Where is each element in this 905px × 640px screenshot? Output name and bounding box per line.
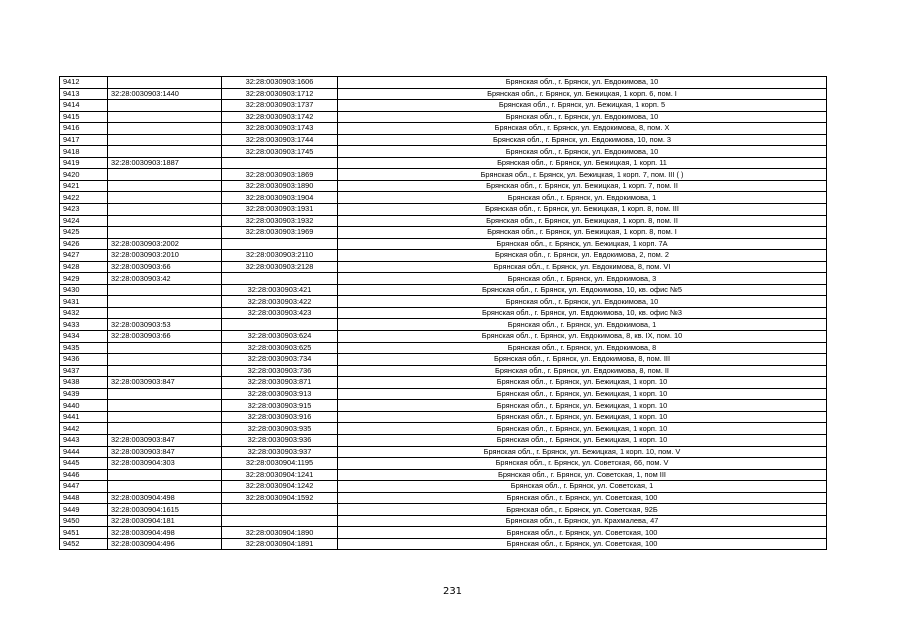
address-cell: Брянская обл., г. Брянск, ул. Советская, 100 bbox=[338, 527, 827, 539]
table-row bbox=[60, 215, 827, 227]
table-row bbox=[60, 250, 827, 262]
parcel-number-cell: 32:28:0030903:53 bbox=[108, 319, 222, 331]
parcel-number-cell bbox=[108, 342, 222, 354]
object-number-cell: 32:28:0030904:1592 bbox=[222, 492, 338, 504]
address-cell: Брянская обл., г. Брянск, ул. Евдокимова, 8, пом. III bbox=[338, 354, 827, 366]
address-cell: Брянская обл., г. Брянск, ул. Евдокимова, 10 bbox=[338, 146, 827, 158]
table-row bbox=[60, 388, 827, 400]
parcel-number-cell: 32:28:0030903:1440 bbox=[108, 88, 222, 100]
row-number-cell: 9441 bbox=[60, 411, 108, 423]
address-cell: Брянская обл., г. Брянск, ул. Советская, 92Б bbox=[338, 504, 827, 516]
table-row bbox=[60, 134, 827, 146]
address-cell: Брянская обл., г. Брянск, ул. Советская, 1 bbox=[338, 481, 827, 493]
parcel-number-cell bbox=[108, 180, 222, 192]
row-number-cell: 9421 bbox=[60, 180, 108, 192]
object-number-cell: 32:28:0030903:1712 bbox=[222, 88, 338, 100]
parcel-number-cell bbox=[108, 388, 222, 400]
parcel-number-cell bbox=[108, 227, 222, 239]
table-row bbox=[60, 423, 827, 435]
row-number-cell: 9423 bbox=[60, 204, 108, 216]
address-cell: Брянская обл., г. Брянск, ул. Бежицкая, 1 корп. 10 bbox=[338, 423, 827, 435]
object-number-cell: 32:28:0030903:935 bbox=[222, 423, 338, 435]
object-number-cell: 32:28:0030903:2128 bbox=[222, 261, 338, 273]
row-number-cell: 9429 bbox=[60, 273, 108, 285]
table-row bbox=[60, 434, 827, 446]
table-row bbox=[60, 515, 827, 527]
parcel-number-cell: 32:28:0030904:181 bbox=[108, 515, 222, 527]
address-cell: Брянская обл., г. Брянск, ул. Бежицкая, 1 корп. 8, пом. II bbox=[338, 215, 827, 227]
row-number-cell: 9413 bbox=[60, 88, 108, 100]
row-number-cell: 9450 bbox=[60, 515, 108, 527]
object-number-cell: 32:28:0030903:2110 bbox=[222, 250, 338, 262]
row-number-cell: 9451 bbox=[60, 527, 108, 539]
parcel-number-cell: 32:28:0030904:498 bbox=[108, 527, 222, 539]
parcel-number-cell bbox=[108, 284, 222, 296]
table-row bbox=[60, 77, 827, 89]
parcel-number-cell bbox=[108, 192, 222, 204]
row-number-cell: 9427 bbox=[60, 250, 108, 262]
parcel-number-cell bbox=[108, 146, 222, 158]
object-number-cell: 32:28:0030903:1890 bbox=[222, 180, 338, 192]
address-cell: Брянская обл., г. Брянск, ул. Евдокимова, 8, кв. IX, пом. 10 bbox=[338, 331, 827, 343]
row-number-cell: 9430 bbox=[60, 284, 108, 296]
address-cell: Брянская обл., г. Брянск, ул. Евдокимова, 3 bbox=[338, 273, 827, 285]
object-number-cell: 32:28:0030903:624 bbox=[222, 331, 338, 343]
address-cell: Брянская обл., г. Брянск, ул. Бежицкая, 1 корп. 10 bbox=[338, 434, 827, 446]
row-number-cell: 9412 bbox=[60, 77, 108, 89]
parcel-number-cell bbox=[108, 307, 222, 319]
address-cell: Брянская обл., г. Брянск, ул. Советская, 1, пом III bbox=[338, 469, 827, 481]
row-number-cell: 9437 bbox=[60, 365, 108, 377]
object-number-cell bbox=[222, 273, 338, 285]
address-cell: Брянская обл., г. Брянск, ул. Советская, 66, пом. V bbox=[338, 458, 827, 470]
object-number-cell: 32:28:0030903:1737 bbox=[222, 100, 338, 112]
object-number-cell: 32:28:0030903:423 bbox=[222, 307, 338, 319]
address-cell: Брянская обл., г. Брянск, ул. Евдокимова, 10 bbox=[338, 111, 827, 123]
row-number-cell: 9445 bbox=[60, 458, 108, 470]
table-row bbox=[60, 88, 827, 100]
parcel-number-cell bbox=[108, 204, 222, 216]
address-cell: Брянская обл., г. Брянск, ул. Евдокимова, 10 bbox=[338, 77, 827, 89]
row-number-cell: 9420 bbox=[60, 169, 108, 181]
table-row bbox=[60, 307, 827, 319]
table-row bbox=[60, 204, 827, 216]
parcel-number-cell: 32:28:0030903:2010 bbox=[108, 250, 222, 262]
table-row bbox=[60, 169, 827, 181]
table-row bbox=[60, 342, 827, 354]
row-number-cell: 9425 bbox=[60, 227, 108, 239]
row-number-cell: 9428 bbox=[60, 261, 108, 273]
address-cell: Брянская обл., г. Брянск, ул. Бежицкая, 1 корп. 10, пом. V bbox=[338, 446, 827, 458]
row-number-cell: 9417 bbox=[60, 134, 108, 146]
row-number-cell: 9426 bbox=[60, 238, 108, 250]
address-cell: Брянская обл., г. Брянск, ул. Бежицкая, 1 корп. 8, пом. I bbox=[338, 227, 827, 239]
address-cell: Брянская обл., г. Брянск, ул. Евдокимова, 10, пом. 3 bbox=[338, 134, 827, 146]
object-number-cell: 32:28:0030904:1890 bbox=[222, 527, 338, 539]
row-number-cell: 9434 bbox=[60, 331, 108, 343]
address-cell: Брянская обл., г. Брянск, ул. Евдокимова, 10 bbox=[338, 296, 827, 308]
address-cell: Брянская обл., г. Брянск, ул. Евдокимова, 8 bbox=[338, 342, 827, 354]
parcel-number-cell bbox=[108, 469, 222, 481]
address-cell: Брянская обл., г. Брянск, ул. Бежицкая, 1 корп. 7, пом. II bbox=[338, 180, 827, 192]
table-row bbox=[60, 111, 827, 123]
object-number-cell: 32:28:0030903:1606 bbox=[222, 77, 338, 89]
page-number: 231 bbox=[442, 586, 463, 597]
address-cell: Брянская обл., г. Брянск, ул. Евдокимова, 10, кв. офис №5 bbox=[338, 284, 827, 296]
object-number-cell: 32:28:0030904:1891 bbox=[222, 538, 338, 550]
parcel-number-cell bbox=[108, 123, 222, 135]
object-number-cell: 32:28:0030903:915 bbox=[222, 400, 338, 412]
address-cell: Брянская обл., г. Брянск, ул. Евдокимова, 1 bbox=[338, 319, 827, 331]
table-row bbox=[60, 284, 827, 296]
object-number-cell: 32:28:0030903:734 bbox=[222, 354, 338, 366]
address-cell: Брянская обл., г. Брянск, ул. Советская, 100 bbox=[338, 538, 827, 550]
address-cell: Брянская обл., г. Брянск, ул. Бежицкая, 1 корп. 5 bbox=[338, 100, 827, 112]
object-number-cell: 32:28:0030903:1904 bbox=[222, 192, 338, 204]
parcel-number-cell: 32:28:0030903:66 bbox=[108, 331, 222, 343]
address-cell: Брянская обл., г. Брянск, ул. Евдокимова, 8, пом. VI bbox=[338, 261, 827, 273]
row-number-cell: 9443 bbox=[60, 434, 108, 446]
parcel-number-cell bbox=[108, 100, 222, 112]
table-row bbox=[60, 273, 827, 285]
parcel-number-cell bbox=[108, 77, 222, 89]
address-cell: Брянская обл., г. Брянск, ул. Евдокимова, 10, кв. офис №3 bbox=[338, 307, 827, 319]
table-row bbox=[60, 504, 827, 516]
registry-table bbox=[59, 76, 827, 550]
object-number-cell: 32:28:0030903:736 bbox=[222, 365, 338, 377]
row-number-cell: 9433 bbox=[60, 319, 108, 331]
object-number-cell: 32:28:0030903:937 bbox=[222, 446, 338, 458]
row-number-cell: 9419 bbox=[60, 157, 108, 169]
object-number-cell bbox=[222, 515, 338, 527]
table-row bbox=[60, 411, 827, 423]
object-number-cell: 32:28:0030904:1195 bbox=[222, 458, 338, 470]
table-row bbox=[60, 400, 827, 412]
row-number-cell: 9446 bbox=[60, 469, 108, 481]
object-number-cell: 32:28:0030903:1745 bbox=[222, 146, 338, 158]
parcel-number-cell: 32:28:0030904:1615 bbox=[108, 504, 222, 516]
parcel-number-cell: 32:28:0030904:496 bbox=[108, 538, 222, 550]
address-cell: Брянская обл., г. Брянск, ул. Бежицкая, 1 корп. 10 bbox=[338, 411, 827, 423]
object-number-cell: 32:28:0030903:422 bbox=[222, 296, 338, 308]
object-number-cell bbox=[222, 238, 338, 250]
address-cell: Брянская обл., г. Брянск, ул. Крахмалева, 47 bbox=[338, 515, 827, 527]
parcel-number-cell bbox=[108, 365, 222, 377]
parcel-number-cell: 32:28:0030904:498 bbox=[108, 492, 222, 504]
object-number-cell: 32:28:0030903:1969 bbox=[222, 227, 338, 239]
object-number-cell: 32:28:0030903:916 bbox=[222, 411, 338, 423]
registry-table-body bbox=[60, 77, 827, 550]
address-cell: Брянская обл., г. Брянск, ул. Советская, 100 bbox=[338, 492, 827, 504]
address-cell: Брянская обл., г. Брянск, ул. Бежицкая, 1 корп. 10 bbox=[338, 388, 827, 400]
table-row bbox=[60, 458, 827, 470]
table-row bbox=[60, 238, 827, 250]
object-number-cell: 32:28:0030903:1744 bbox=[222, 134, 338, 146]
object-number-cell: 32:28:0030903:625 bbox=[222, 342, 338, 354]
row-number-cell: 9415 bbox=[60, 111, 108, 123]
table-row bbox=[60, 180, 827, 192]
parcel-number-cell bbox=[108, 354, 222, 366]
object-number-cell: 32:28:0030904:1241 bbox=[222, 469, 338, 481]
address-cell: Брянская обл., г. Брянск, ул. Евдокимова, 8, пом. Х bbox=[338, 123, 827, 135]
object-number-cell bbox=[222, 504, 338, 516]
parcel-number-cell: 32:28:0030903:1887 bbox=[108, 157, 222, 169]
row-number-cell: 9438 bbox=[60, 377, 108, 389]
row-number-cell: 9442 bbox=[60, 423, 108, 435]
object-number-cell: 32:28:0030903:913 bbox=[222, 388, 338, 400]
row-number-cell: 9436 bbox=[60, 354, 108, 366]
row-number-cell: 9424 bbox=[60, 215, 108, 227]
address-cell: Брянская обл., г. Брянск, ул. Бежицкая, 1 корп. 8, пом. III bbox=[338, 204, 827, 216]
parcel-number-cell bbox=[108, 169, 222, 181]
table-row bbox=[60, 261, 827, 273]
table-row bbox=[60, 446, 827, 458]
object-number-cell: 32:28:0030903:1869 bbox=[222, 169, 338, 181]
object-number-cell: 32:28:0030903:1743 bbox=[222, 123, 338, 135]
parcel-number-cell bbox=[108, 411, 222, 423]
table-row bbox=[60, 100, 827, 112]
table-row bbox=[60, 157, 827, 169]
parcel-number-cell bbox=[108, 111, 222, 123]
address-cell: Брянская обл., г. Брянск, ул. Евдокимова, 1 bbox=[338, 192, 827, 204]
address-cell: Брянская обл., г. Брянск, ул. Евдокимова, 2, пом. 2 bbox=[338, 250, 827, 262]
row-number-cell: 9431 bbox=[60, 296, 108, 308]
row-number-cell: 9435 bbox=[60, 342, 108, 354]
table-row bbox=[60, 377, 827, 389]
object-number-cell bbox=[222, 319, 338, 331]
row-number-cell: 9452 bbox=[60, 538, 108, 550]
row-number-cell: 9416 bbox=[60, 123, 108, 135]
table-row bbox=[60, 192, 827, 204]
table-row bbox=[60, 527, 827, 539]
row-number-cell: 9449 bbox=[60, 504, 108, 516]
table-row bbox=[60, 365, 827, 377]
parcel-number-cell bbox=[108, 134, 222, 146]
object-number-cell bbox=[222, 157, 338, 169]
parcel-number-cell bbox=[108, 296, 222, 308]
table-row bbox=[60, 354, 827, 366]
object-number-cell: 32:28:0030903:1932 bbox=[222, 215, 338, 227]
parcel-number-cell: 32:28:0030903:2002 bbox=[108, 238, 222, 250]
parcel-number-cell: 32:28:0030903:847 bbox=[108, 377, 222, 389]
parcel-number-cell: 32:28:0030903:847 bbox=[108, 446, 222, 458]
table-row bbox=[60, 331, 827, 343]
parcel-number-cell bbox=[108, 400, 222, 412]
row-number-cell: 9444 bbox=[60, 446, 108, 458]
table-row bbox=[60, 492, 827, 504]
row-number-cell: 9447 bbox=[60, 481, 108, 493]
row-number-cell: 9414 bbox=[60, 100, 108, 112]
parcel-number-cell bbox=[108, 481, 222, 493]
address-cell: Брянская обл., г. Брянск, ул. Бежицкая, 1 корп. 11 bbox=[338, 157, 827, 169]
object-number-cell: 32:28:0030904:1242 bbox=[222, 481, 338, 493]
row-number-cell: 9439 bbox=[60, 388, 108, 400]
address-cell: Брянская обл., г. Брянск, ул. Бежицкая, 1 корп. 10 bbox=[338, 400, 827, 412]
object-number-cell: 32:28:0030903:421 bbox=[222, 284, 338, 296]
object-number-cell: 32:28:0030903:936 bbox=[222, 434, 338, 446]
parcel-number-cell: 32:28:0030903:66 bbox=[108, 261, 222, 273]
parcel-number-cell: 32:28:0030903:847 bbox=[108, 434, 222, 446]
address-cell: Брянская обл., г. Брянск, ул. Бежицкая, 1 корп. 7, пом. III ( ) bbox=[338, 169, 827, 181]
object-number-cell: 32:28:0030903:1742 bbox=[222, 111, 338, 123]
table-row bbox=[60, 227, 827, 239]
row-number-cell: 9422 bbox=[60, 192, 108, 204]
row-number-cell: 9432 bbox=[60, 307, 108, 319]
parcel-number-cell bbox=[108, 423, 222, 435]
parcel-number-cell bbox=[108, 215, 222, 227]
address-cell: Брянская обл., г. Брянск, ул. Бежицкая, 1 корп. 6, пом. I bbox=[338, 88, 827, 100]
address-cell: Брянская обл., г. Брянск, ул. Бежицкая, 1 корп. 7А bbox=[338, 238, 827, 250]
table-row bbox=[60, 319, 827, 331]
table-row bbox=[60, 481, 827, 493]
parcel-number-cell: 32:28:0030903:42 bbox=[108, 273, 222, 285]
address-cell: Брянская обл., г. Брянск, ул. Бежицкая, 1 корп. 10 bbox=[338, 377, 827, 389]
row-number-cell: 9448 bbox=[60, 492, 108, 504]
parcel-number-cell: 32:28:0030904:303 bbox=[108, 458, 222, 470]
row-number-cell: 9418 bbox=[60, 146, 108, 158]
object-number-cell: 32:28:0030903:1931 bbox=[222, 204, 338, 216]
table-row bbox=[60, 296, 827, 308]
table-row bbox=[60, 469, 827, 481]
object-number-cell: 32:28:0030903:871 bbox=[222, 377, 338, 389]
address-cell: Брянская обл., г. Брянск, ул. Евдокимова, 8, пом. II bbox=[338, 365, 827, 377]
table-row bbox=[60, 146, 827, 158]
table-row bbox=[60, 123, 827, 135]
table-row bbox=[60, 538, 827, 550]
row-number-cell: 9440 bbox=[60, 400, 108, 412]
